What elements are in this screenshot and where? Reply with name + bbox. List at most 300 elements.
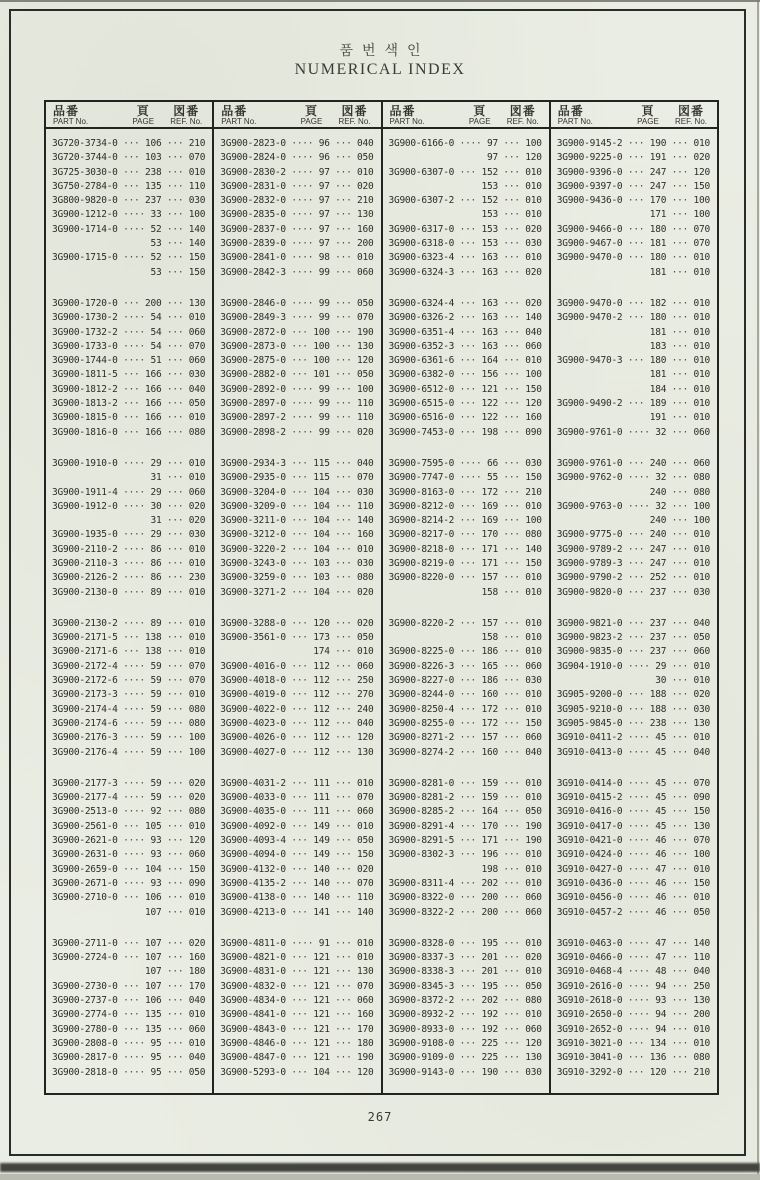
leader-dots: ···	[622, 180, 650, 192]
index-row	[389, 297, 549, 311]
index-row	[52, 746, 212, 760]
leader-dots: ···	[666, 355, 694, 367]
index-row	[52, 354, 212, 368]
page-ref: 99	[318, 426, 330, 438]
leader-dots: ···	[497, 703, 526, 715]
part-number: 3G900-6382-0	[388, 369, 455, 381]
ref-no-header-local: 図番	[173, 104, 200, 118]
ref-number: 010	[693, 383, 710, 395]
ref-number: 040	[525, 746, 542, 758]
index-row	[557, 368, 717, 382]
index-row	[389, 717, 549, 731]
leader-dots: ···	[329, 777, 358, 789]
leader-dots: ···	[622, 1037, 650, 1049]
part-number	[389, 864, 455, 875]
ref-number: 060	[693, 457, 710, 469]
leader-dots: ···	[454, 1009, 482, 1021]
leader-dots: ····	[622, 937, 656, 949]
page-ref: 47	[655, 937, 667, 949]
part-number: 3G900-1744-0	[52, 355, 118, 367]
index-row	[220, 617, 380, 631]
ref-number: 130	[188, 297, 206, 309]
index-row	[220, 834, 380, 848]
leader-dots: ····	[117, 326, 151, 338]
ref-number: 150	[525, 383, 542, 395]
ref-number: 100	[525, 137, 542, 149]
page-ref: 237	[649, 632, 667, 644]
leader-dots: ···	[285, 952, 314, 964]
leader-dots: ···	[329, 195, 358, 207]
leader-dots: ···	[161, 223, 189, 235]
leader-dots: ····	[285, 166, 319, 178]
page-ref: 174	[313, 646, 330, 658]
ref-number: 230	[188, 572, 206, 584]
leader-dots: ···	[329, 835, 358, 847]
leader-dots: ···	[161, 1066, 189, 1078]
page-ref: 158	[481, 586, 498, 598]
page-ref: 159	[481, 792, 498, 804]
part-number: 3G900-2897-0	[220, 398, 286, 410]
index-row	[52, 586, 212, 600]
index-row	[52, 834, 212, 848]
index-row	[220, 426, 380, 440]
leader-dots: ···	[497, 572, 526, 584]
part-number: 3G900-2621-0	[52, 835, 118, 847]
page-ref: 112	[313, 703, 330, 715]
leader-dots: ···	[161, 252, 189, 264]
leader-dots: ···	[329, 340, 358, 352]
leader-dots: ···	[497, 777, 526, 789]
leader-dots: ···	[454, 529, 482, 541]
part-number: 3G900-8933-0	[388, 1023, 455, 1035]
leader-dots: ····	[117, 209, 151, 221]
part-number: 3G900-8372-2	[388, 995, 455, 1007]
index-row	[220, 251, 380, 265]
ref-number: 100	[693, 195, 710, 207]
leader-dots: ····	[117, 777, 151, 789]
ref-number: 060	[357, 660, 374, 672]
leader-dots: ····	[285, 383, 319, 395]
part-number: 3G900-3211-0	[220, 515, 286, 527]
leader-dots: ···	[161, 689, 189, 701]
page-ref: 112	[313, 689, 330, 701]
index-row	[557, 906, 717, 920]
ref-number: 170	[188, 980, 206, 992]
part-number	[389, 209, 455, 220]
page-ref: 29	[150, 457, 162, 469]
leader-dots: ···	[622, 297, 650, 309]
part-no-header-local: 品番	[53, 104, 80, 118]
leader-dots: ···	[454, 312, 482, 324]
part-number: 3G900-2710-0	[52, 892, 118, 904]
index-row	[557, 703, 717, 717]
page-ref: 107	[145, 966, 162, 978]
leader-dots: ···	[666, 646, 694, 658]
leader-dots	[622, 369, 649, 380]
title-block	[0, 40, 760, 79]
part-no-header-latin: PART No.	[389, 117, 425, 127]
page-header	[127, 105, 159, 127]
index-row	[220, 660, 380, 674]
ref-number: 020	[357, 617, 374, 629]
ref-number: 020	[525, 223, 542, 235]
index-row	[389, 311, 549, 325]
part-number: 3G910-0466-0	[556, 952, 623, 964]
ref-number: 010	[525, 195, 542, 207]
index-row	[389, 180, 549, 194]
leader-dots: ····	[622, 806, 656, 818]
leader-dots: ···	[285, 558, 314, 569]
page-ref: 247	[649, 166, 667, 178]
ref-number: 060	[525, 1023, 542, 1035]
leader-dots: ···	[622, 717, 650, 729]
leader-dots: ···	[285, 820, 314, 832]
column-header	[383, 102, 549, 129]
page-ref: 140	[313, 863, 330, 875]
leader-dots: ···	[622, 252, 650, 264]
page-ref: 104	[313, 1066, 330, 1078]
page-ref: 104	[313, 586, 330, 598]
page-ref: 140	[313, 892, 330, 904]
index-row	[389, 426, 549, 440]
leader-dots: ····	[117, 877, 151, 889]
leader-dots: ····	[285, 426, 319, 438]
leader-dots: ···	[329, 398, 358, 410]
leader-dots: ···	[161, 486, 189, 498]
index-block	[220, 137, 380, 280]
leader-dots: ···	[622, 312, 650, 324]
leader-dots: ···	[329, 660, 358, 672]
index-column-3	[383, 102, 551, 1093]
leader-dots	[118, 515, 151, 526]
ref-number: 110	[693, 952, 710, 964]
page-ref: 45	[655, 732, 667, 744]
page-ref: 111	[313, 792, 330, 804]
index-row	[389, 674, 549, 688]
part-number: 3G910-3041-0	[556, 1052, 623, 1064]
ref-number: 170	[357, 1023, 374, 1035]
leader-dots: ···	[454, 486, 482, 498]
page-ref: 104	[313, 515, 330, 527]
page-ref: 238	[145, 166, 162, 178]
index-row	[557, 1008, 717, 1022]
index-row	[220, 311, 380, 325]
index-row	[52, 500, 212, 514]
page-ref: 97	[318, 223, 330, 235]
ref-number: 010	[525, 689, 542, 701]
index-row	[52, 965, 212, 979]
part-number: 3G900-7595-0	[388, 457, 455, 469]
leader-dots: ···	[497, 486, 526, 498]
index-row	[220, 557, 380, 571]
ref-number: 030	[693, 703, 710, 715]
leader-dots: ···	[161, 529, 189, 541]
ref-number: 190	[525, 820, 542, 832]
part-number: 3G900-9835-0	[556, 646, 623, 658]
leader-dots: ···	[666, 877, 694, 889]
leader-dots: ···	[454, 732, 482, 744]
leader-dots: ····	[454, 137, 487, 149]
leader-dots: ···	[497, 152, 526, 164]
part-number: 3G900-8163-0	[388, 486, 455, 498]
leader-dots: ···	[161, 849, 189, 861]
index-row	[220, 397, 380, 411]
page-ref: 122	[481, 398, 498, 410]
ref-number: 010	[693, 1023, 710, 1035]
index-row	[52, 251, 212, 265]
ref-number: 010	[525, 849, 542, 861]
leader-dots: ···	[497, 412, 526, 424]
ref-number: 030	[525, 238, 542, 250]
leader-dots: ····	[117, 223, 151, 235]
index-row	[52, 848, 212, 862]
leader-dots: ···	[454, 966, 482, 978]
ref-number: 030	[693, 586, 710, 598]
ref-number: 150	[693, 180, 710, 192]
ref-number: 100	[357, 383, 374, 395]
index-row	[557, 834, 717, 848]
page-ref: 107	[145, 980, 162, 992]
page-ref: 93	[150, 849, 162, 861]
part-number: 3G900-9143-0	[388, 1066, 455, 1078]
ref-number: 050	[357, 152, 374, 164]
ref-number: 080	[525, 529, 542, 541]
ref-number: 070	[693, 835, 710, 847]
page-ref: 46	[655, 877, 667, 889]
leader-dots: ···	[666, 137, 694, 149]
ref-number: 010	[357, 820, 374, 832]
part-number: 3G910-2618-0	[556, 995, 623, 1007]
leader-dots: ···	[161, 312, 189, 324]
index-row	[220, 223, 380, 237]
ref-number: 060	[188, 1023, 206, 1035]
leader-dots: ···	[497, 675, 526, 687]
leader-dots: ···	[454, 792, 482, 804]
leader-dots: ···	[622, 137, 650, 149]
part-number: 3G900-4022-0	[220, 703, 286, 715]
index-row	[52, 166, 212, 180]
page-ref: 153	[481, 209, 498, 221]
index-row	[52, 180, 212, 194]
part-number: 3G900-8302-3	[388, 849, 455, 861]
leader-dots: ···	[666, 252, 694, 264]
index-row	[52, 1037, 212, 1051]
part-number: 3G900-2882-0	[220, 369, 286, 381]
ref-number: 020	[188, 515, 206, 527]
part-number: 3G900-8932-2	[388, 1009, 455, 1021]
part-number: 3G904-1910-0	[556, 660, 623, 672]
page-ref: 138	[145, 646, 162, 658]
leader-dots: ···	[454, 252, 482, 264]
column-body	[551, 129, 717, 1097]
index-row	[557, 326, 717, 340]
ref-number: 070	[188, 660, 206, 672]
ref-number: 010	[693, 572, 710, 584]
part-no-header	[53, 105, 127, 127]
part-number: 3G910-0427-0	[556, 863, 623, 875]
ref-number: 100	[188, 732, 206, 744]
leader-dots: ···	[666, 166, 694, 178]
index-row	[52, 411, 212, 425]
index-row	[52, 906, 212, 920]
part-no-header-latin: PART No.	[53, 117, 89, 127]
leader-dots: ····	[117, 746, 151, 758]
ref-number: 010	[357, 543, 374, 555]
index-row	[557, 571, 717, 585]
leader-dots: ····	[117, 500, 151, 512]
page-ref: 96	[318, 152, 330, 164]
ref-number: 180	[357, 1037, 374, 1049]
leader-dots: ···	[454, 717, 482, 729]
index-block	[52, 297, 212, 440]
leader-dots: ···	[497, 1037, 526, 1049]
ref-number: 190	[357, 1052, 374, 1064]
leader-dots: ···	[454, 515, 482, 527]
index-row	[557, 674, 717, 688]
index-row	[220, 717, 380, 731]
leader-dots: ···	[454, 500, 482, 512]
leader-dots: ····	[285, 152, 319, 164]
leader-dots: ····	[622, 746, 656, 758]
page-ref: 188	[649, 689, 667, 701]
index-row	[557, 223, 717, 237]
page-number: 267	[367, 1110, 393, 1124]
page-ref: 32	[655, 500, 667, 512]
part-number: 3G900-9789-3	[556, 558, 623, 569]
index-row	[52, 528, 212, 542]
ref-number: 050	[188, 398, 206, 410]
page-ref: 169	[481, 515, 498, 527]
leader-dots: ···	[497, 1066, 526, 1078]
leader-dots: ····	[117, 457, 151, 469]
leader-dots: ···	[285, 1023, 314, 1035]
scan-edge-bottom	[0, 1163, 760, 1172]
leader-dots: ····	[622, 849, 656, 861]
index-row	[557, 1023, 717, 1037]
part-number: 3G900-1813-2	[52, 398, 118, 410]
part-number: 3G900-2130-0	[52, 586, 118, 598]
part-number: 3G900-4094-0	[220, 849, 286, 861]
part-number: 3G900-2892-0	[220, 383, 286, 395]
leader-dots: ···	[329, 266, 358, 278]
page-ref: 112	[313, 675, 330, 687]
ref-number: 010	[525, 792, 542, 804]
index-row	[220, 411, 380, 425]
index-row	[52, 674, 212, 688]
leader-dots: ····	[117, 703, 151, 715]
leader-dots: ···	[161, 1052, 189, 1064]
part-number: 3G900-4821-0	[220, 952, 286, 964]
index-row	[389, 937, 549, 951]
ref-number: 120	[357, 355, 374, 367]
part-number: 3G900-2711-0	[52, 937, 118, 949]
part-number: 3G900-1812-2	[52, 383, 118, 395]
leader-dots: ···	[497, 792, 526, 804]
index-block	[389, 617, 549, 760]
leader-dots: ···	[329, 863, 358, 875]
page-ref: 54	[150, 340, 162, 352]
leader-dots: ···	[161, 426, 189, 438]
page-ref: 97	[486, 137, 498, 149]
ref-number: 190	[357, 326, 374, 338]
leader-dots: ····	[622, 906, 656, 918]
part-number: 3G900-9820-0	[556, 586, 623, 598]
leader-dots: ····	[117, 586, 151, 598]
part-number: 3G900-6512-0	[388, 383, 455, 395]
page-ref: 100	[313, 326, 330, 338]
index-row	[557, 863, 717, 877]
leader-dots: ····	[117, 660, 151, 672]
ref-number: 110	[188, 180, 206, 192]
ref-number: 110	[357, 398, 374, 410]
leader-dots: ···	[329, 966, 358, 978]
index-row	[52, 471, 212, 485]
ref-number: 090	[525, 426, 542, 438]
part-number: 3G900-1912-0	[52, 500, 118, 512]
page-ref: 237	[145, 195, 162, 207]
leader-dots: ····	[622, 732, 656, 744]
index-row	[389, 137, 549, 151]
leader-dots: ···	[666, 472, 694, 484]
page-ref: 166	[145, 412, 162, 424]
leader-dots: ····	[622, 863, 656, 875]
leader-dots: ···	[666, 457, 694, 469]
ref-number: 010	[693, 675, 710, 687]
index-row	[52, 543, 212, 557]
page-ref: 170	[649, 195, 667, 207]
part-number: 3G910-2616-0	[556, 980, 623, 992]
page-ref: 52	[150, 252, 162, 264]
leader-dots: ···	[666, 1052, 694, 1064]
index-row	[220, 965, 380, 979]
index-row	[557, 1037, 717, 1051]
page-ref: 190	[481, 1066, 498, 1078]
leader-dots: ···	[666, 312, 694, 324]
leader-dots: ···	[497, 1009, 526, 1021]
ref-number: 140	[188, 223, 206, 235]
index-row	[52, 194, 212, 208]
index-row	[557, 777, 717, 791]
index-row	[52, 311, 212, 325]
leader-dots: ···	[454, 572, 482, 584]
column-header	[551, 102, 717, 129]
leader-dots: ···	[454, 1052, 482, 1064]
leader-dots: ···	[161, 717, 189, 729]
ref-number: 010	[693, 660, 710, 672]
page-ref: 111	[313, 806, 330, 818]
ref-number: 010	[188, 457, 206, 469]
part-number: 3G910-2652-0	[556, 1023, 623, 1035]
leader-dots: ···	[329, 632, 358, 644]
leader-dots: ····	[622, 472, 656, 484]
leader-dots: ····	[622, 892, 656, 904]
index-row	[52, 717, 212, 731]
ref-number: 010	[188, 543, 206, 555]
index-row	[389, 557, 549, 571]
leader-dots: ···	[497, 1023, 526, 1035]
ref-number: 100	[693, 515, 710, 527]
page-ref: 189	[649, 398, 667, 410]
leader-dots: ···	[117, 383, 145, 395]
leader-dots: ····	[622, 980, 656, 992]
leader-dots: ···	[161, 617, 189, 629]
ref-number: 010	[357, 252, 374, 264]
part-number: 3G900-2513-0	[52, 806, 118, 818]
page-ref: 163	[481, 340, 498, 352]
part-number: 3G900-2171-6	[52, 646, 118, 658]
part-number: 3G900-2849-3	[220, 312, 286, 324]
ref-number: 150	[693, 806, 710, 818]
